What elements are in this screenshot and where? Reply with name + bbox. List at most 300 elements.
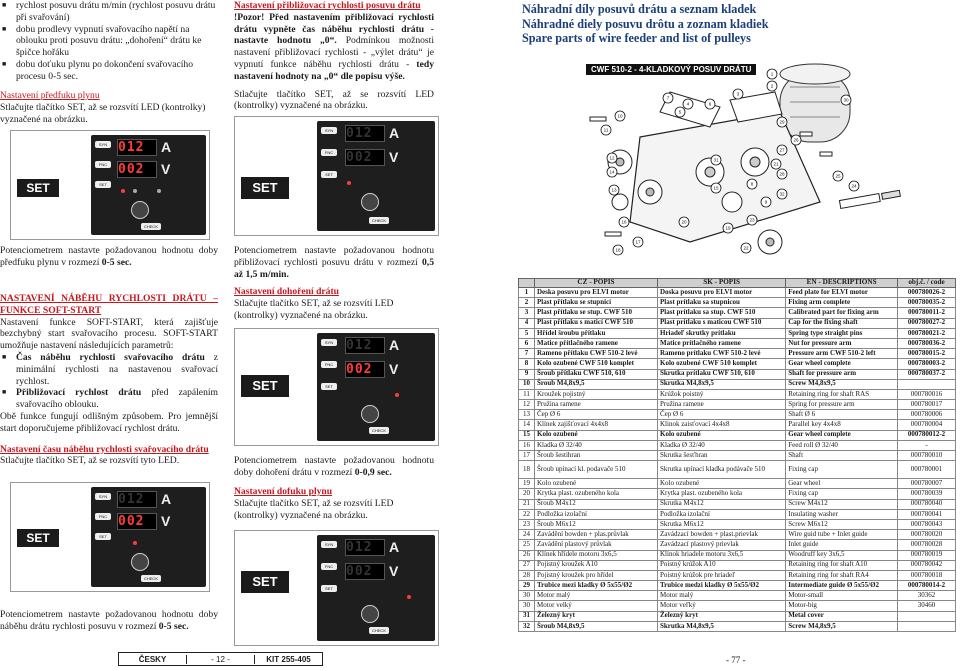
- part-name-en: Motor-big: [786, 601, 898, 611]
- table-row: [519, 328, 956, 338]
- spare-parts-title: [522, 2, 769, 46]
- led: [407, 595, 411, 599]
- list-item: ■ rychlost posuvu drátu m/min (rychlost posuvu drátu při svařování): [0, 0, 218, 24]
- callout-number: 32: [779, 191, 785, 197]
- callout-number: 24: [851, 183, 857, 189]
- part-name-sk: Poistný krúžok A10: [658, 560, 786, 570]
- set-button[interactable]: SET: [95, 181, 111, 188]
- table-row: [519, 298, 956, 308]
- part-name-cz: Trubice mezi kladky Ø 5x55/Ø2: [535, 581, 658, 591]
- part-number: 7: [519, 349, 535, 359]
- part-name-cz: Zavádění plastový průvlak: [535, 540, 658, 550]
- unit-v: V: [161, 161, 171, 177]
- callout-number: 28: [779, 171, 785, 177]
- part-number: 32: [519, 621, 535, 631]
- part-number: 1: [519, 288, 535, 298]
- callout-number: 19: [725, 225, 731, 231]
- approach-instruction: [234, 245, 434, 280]
- part-number: 13: [519, 410, 535, 420]
- unit-a: A: [389, 539, 400, 555]
- title-cz: Náhradní díly posuvů drátu a seznam kladek: [522, 2, 757, 16]
- callout-number: 29: [779, 119, 785, 125]
- part-name-cz: Pružina ramene: [535, 400, 658, 410]
- burnback-text: Stlačujte tlačítko SET, až se rozsvítí LED (kontrolky) vyznačené na obrázku.: [234, 297, 394, 321]
- part-number: 23: [519, 519, 535, 529]
- settings-list: [0, 0, 218, 83]
- preflow-text: Stlačujte tlačítko SET, až se rozsvítí LED (kontrolky) vyznačené na obrázku.: [0, 101, 206, 125]
- part-name-en: Spring for pressure arm: [786, 400, 898, 410]
- part-name-sk: Podložka izolační: [658, 509, 786, 519]
- check-button[interactable]: CHECK: [141, 575, 161, 582]
- part-code: 30362: [898, 591, 956, 601]
- callout-number: 1: [770, 71, 774, 77]
- part-name-en: Feed plate for ELVI motor: [786, 288, 898, 298]
- table-row: [519, 519, 956, 529]
- part-number: 14: [519, 420, 535, 430]
- motor-drawing: [780, 64, 850, 142]
- part-number: 17: [519, 451, 535, 461]
- ramp-instruction: [0, 609, 218, 633]
- header-code: obj.č. / code: [898, 279, 956, 288]
- header-en: EN - DESCRIPTIONS: [786, 279, 898, 288]
- part-number: 21: [519, 499, 535, 509]
- part-code: 000780016: [898, 389, 956, 399]
- callout-number: 16: [621, 219, 627, 225]
- part-number: 29: [519, 581, 535, 591]
- part-number: 5: [519, 328, 535, 338]
- syn-button[interactable]: SYN: [321, 339, 337, 346]
- potentiometer-knob[interactable]: [361, 193, 379, 211]
- part-code: 000780011-2: [898, 308, 956, 318]
- table-row: [519, 379, 956, 389]
- part-name-cz: Motor velký: [535, 601, 658, 611]
- table-row: [519, 591, 956, 601]
- part-name-sk: Doska posuvu pro ELVI motor: [658, 288, 786, 298]
- parts-table-header: [519, 279, 956, 288]
- part-name-cz: Kolo ozubené CWF 510 komplet: [535, 359, 658, 369]
- part-code: 000780015-2: [898, 349, 956, 359]
- part-number: 12: [519, 400, 535, 410]
- part-number: 9: [519, 369, 535, 379]
- part-name-en: Shaft: [786, 451, 898, 461]
- unit-a: A: [389, 337, 400, 353]
- part-number: 24: [519, 530, 535, 540]
- part-name-en: Intermediate guide Ø 5x55/Ø2: [786, 581, 898, 591]
- part-name-cz: Hřídel šroubu přítlaku: [535, 328, 658, 338]
- fnc-button[interactable]: FNC: [321, 361, 337, 368]
- set-button[interactable]: SET: [321, 585, 337, 592]
- callout-number: 27: [779, 147, 785, 153]
- part-name-en: Woodruff key 3x6,5: [786, 550, 898, 560]
- part-code: 000780028: [898, 540, 956, 550]
- current-display: 012: [117, 139, 157, 156]
- approach-heading: Nastavení přibližovací rychlosti posuvu drátu: [234, 0, 421, 11]
- part-name-cz: Deska posuvu pro ELVI motor: [535, 288, 658, 298]
- part-name-en: Retaining ring for shaft RA4: [786, 570, 898, 580]
- part-code: 000780007: [898, 479, 956, 489]
- control-panel: [234, 530, 439, 646]
- ramp-range: 0-5 sec.: [158, 620, 189, 632]
- table-row: [519, 420, 956, 430]
- preflow-after: Potenciometrem nastavte požadovanou hodnotu doby předfuku plynu v rozmezí: [0, 245, 218, 268]
- approach-warning-tail: tedy nastavení hodnoty na „0“ dle popisu výše.: [234, 58, 434, 82]
- table-row: [519, 550, 956, 560]
- callout-number: 31: [713, 157, 719, 163]
- part-name-en: Screw M6x12: [786, 519, 898, 529]
- part-name-en: Shaft for pressure arm: [786, 369, 898, 379]
- list-item: ■ dobu prodlevy vypnutí svařovacího napětí na oblouku proti posuvu drátu: „dohoření“ drátu ke špičce hořáku: [0, 24, 218, 59]
- part-code: 000780037-2: [898, 369, 956, 379]
- table-row: [519, 499, 956, 509]
- page-footer: [118, 652, 323, 666]
- table-row: [519, 318, 956, 328]
- led: [395, 393, 399, 397]
- table-row: [519, 479, 956, 489]
- table-row: [519, 451, 956, 461]
- part-name-cz: Zavádění bowden + plas.průvlak: [535, 530, 658, 540]
- unit-v: V: [389, 149, 399, 165]
- part-name-en: Cap for the fixing shaft: [786, 318, 898, 328]
- part-code: 000780001: [898, 461, 956, 479]
- part-name-sk: Čep Ø 6: [658, 410, 786, 420]
- part-name-en: Shaft Ø 6: [786, 410, 898, 420]
- preflow-heading: Nastavení předfuku plynu: [0, 90, 100, 101]
- part-code: -: [898, 440, 956, 450]
- table-row: [519, 400, 956, 410]
- callout-number: 11: [603, 127, 609, 133]
- part-name-cz: Kladka Ø 32/40: [535, 440, 658, 450]
- led: [347, 181, 351, 185]
- part-name-sk: Skrutka prítlaku CWF 510, 610: [658, 369, 786, 379]
- part-name-en: Screw M4x12: [786, 499, 898, 509]
- part-name-cz: Šroub M4,8x9,5: [535, 621, 658, 631]
- table-row: [519, 530, 956, 540]
- unit-a: A: [389, 125, 400, 141]
- part-code: 30460: [898, 601, 956, 611]
- table-row: [519, 601, 956, 611]
- table-row: [519, 509, 956, 519]
- part-name-en: Fixing cap: [786, 461, 898, 479]
- part-number: 4: [519, 318, 535, 328]
- part-name-cz: Šroub M4x12: [535, 499, 658, 509]
- fnc-button[interactable]: FNC: [95, 513, 111, 520]
- part-name-sk: Motor veľký: [658, 601, 786, 611]
- part-name-cz: Krytka plast. ozubeného kola: [535, 489, 658, 499]
- callout-number: 9: [764, 199, 768, 205]
- part-name-cz: Klínek hřídele motoru 3x6,5: [535, 550, 658, 560]
- part-number: 25: [519, 540, 535, 550]
- part-name-en: Nut for pressure arm: [786, 338, 898, 348]
- part-name-en: Retaining ring for shaft RAS: [786, 389, 898, 399]
- callout-number: 4: [686, 101, 690, 107]
- panel-face: [91, 487, 206, 587]
- part-code: 000780012-2: [898, 430, 956, 440]
- part-name-sk: Plast prítlaku sa stupnicou: [658, 298, 786, 308]
- part-name-sk: Plast prítlaku s maticou CWF 510: [658, 318, 786, 328]
- part-code: 000780003-2: [898, 359, 956, 369]
- part-name-sk: Kolo ozubené CWF 510 komplet: [658, 359, 786, 369]
- fnc-button[interactable]: FNC: [321, 563, 337, 570]
- part-number: 16: [519, 440, 535, 450]
- part-code: 000780041: [898, 509, 956, 519]
- callout-number: 8: [750, 181, 754, 187]
- table-row: [519, 288, 956, 298]
- part-name-cz: Šroub M6x12: [535, 519, 658, 529]
- callout-number: 5: [678, 109, 682, 115]
- table-row: [519, 581, 956, 591]
- panel-face: [91, 135, 206, 235]
- unit-a: A: [161, 139, 172, 155]
- check-button[interactable]: CHECK: [141, 223, 161, 230]
- part-name-en: Insulating washer: [786, 509, 898, 519]
- part-name-en: Gear wheel complete: [786, 430, 898, 440]
- table-row: [519, 308, 956, 318]
- panel-face: [317, 535, 435, 641]
- part-name-en: Feed roll Ø 32/40: [786, 440, 898, 450]
- callout-number: 17: [635, 239, 641, 245]
- current-display: 012: [345, 539, 385, 556]
- part-name-sk: Klinok zaisťovací 4x4x8: [658, 420, 786, 430]
- part-name-en: Metal cover: [786, 611, 898, 621]
- part-name-sk: Poistný krúžok pre hriadeľ: [658, 570, 786, 580]
- part-name-en: Calibrated part for fixing arm: [786, 308, 898, 318]
- inlet-guide-drawing: [839, 190, 900, 208]
- soft-start-intro: Nastavení funkce SOFT-START, která zajišťuje bezchybný start svařovacího procesu. SOFT-START umožňuje nastavení následujících parametrů:: [0, 316, 218, 352]
- set-button[interactable]: SET: [321, 383, 337, 390]
- approach-warning-rest: Podmínkou možnosti nastavení přibližovací rychlosti - „výlet drátu“ je vypnutí funkce náběhu rychlosti drátu -: [234, 35, 434, 70]
- table-row: [519, 611, 956, 621]
- part-name-sk: Skrutka šesťhran: [658, 451, 786, 461]
- voltage-display: 002: [345, 563, 385, 580]
- callout-number: 25: [835, 173, 841, 179]
- control-panel: [234, 116, 439, 236]
- part-name-en: Fixing arm complete: [786, 298, 898, 308]
- header-cz: CZ - POPIS: [535, 279, 658, 288]
- syn-button[interactable]: SYN: [95, 141, 111, 148]
- part-number: 3: [519, 308, 535, 318]
- part-code: 000780019: [898, 550, 956, 560]
- part-code: 000780027-2: [898, 318, 956, 328]
- part-name-en: Inlet guide: [786, 540, 898, 550]
- callout-number: 22: [743, 245, 749, 251]
- part-number: 27: [519, 560, 535, 570]
- callout-number: 20: [681, 219, 687, 225]
- table-row: [519, 621, 956, 631]
- part-number: 10: [519, 379, 535, 389]
- header-no: [519, 279, 535, 288]
- part-name-cz: Motor malý: [535, 591, 658, 601]
- part-name-cz: Plast přítlaku se stupnicí: [535, 298, 658, 308]
- callout-number: 21: [773, 161, 779, 167]
- check-button[interactable]: CHECK: [369, 217, 389, 224]
- table-row: [519, 540, 956, 550]
- voltage-display: 002: [117, 161, 157, 178]
- part-name-cz: Klínek zajišťovací 4x4x8: [535, 420, 658, 430]
- callout-number: 23: [749, 217, 755, 223]
- callout-number: 18: [615, 247, 621, 253]
- part-name-sk: Hriadeľ skrutky prítlaku: [658, 328, 786, 338]
- part-name-cz: Plast přítlaku s maticí CWF 510: [535, 318, 658, 328]
- footer-page-number: - 12 -: [186, 655, 255, 664]
- part-code: 000780036-2: [898, 338, 956, 348]
- burnback-instruction: [234, 455, 434, 479]
- part-name-en: Retaining ring for shaft A10: [786, 560, 898, 570]
- part-number: 28: [519, 570, 535, 580]
- part-name-sk: Zavádzací bowden + plast.prievlak: [658, 530, 786, 540]
- soft-b1-bold: Čas náběhu rychlosti svařovacího drátu: [16, 351, 205, 363]
- burnback-heading: Nastavení dohoření drátu: [234, 286, 340, 297]
- part-name-sk: Kladka Ø 32/40: [658, 440, 786, 450]
- approach-text: Stlačujte tlačítko SET, až se rozsvítí LED (kontrolky) vyznačené na obrázku.: [234, 88, 434, 112]
- soft-start-note: Obě funkce fungují odlišným způsobem. Pro jemnější start doporučujeme přibližovací rychlost drátu.: [0, 410, 218, 434]
- approach-after: Potenciometrem nastavte požadovanou hodnotu přibližovací rychlosti posuvu drátu v rozmezí: [234, 245, 434, 268]
- check-button[interactable]: CHECK: [369, 427, 389, 434]
- part-code: 000780020: [898, 530, 956, 540]
- table-row: [519, 440, 956, 450]
- callout-number: 13: [611, 187, 617, 193]
- part-name-sk: Trubice medzi kladky Ø 5x55/Ø2: [658, 581, 786, 591]
- part-code: 000780017: [898, 400, 956, 410]
- voltage-display: 002: [117, 513, 157, 530]
- part-name-en: Gear wheel complete: [786, 359, 898, 369]
- panel-face: [317, 121, 435, 231]
- fnc-button[interactable]: FNC: [321, 149, 337, 156]
- part-name-en: Wire guid tube + Inlet guide: [786, 530, 898, 540]
- potentiometer-knob[interactable]: [131, 201, 149, 219]
- part-code: 000780039: [898, 489, 956, 499]
- unit-v: V: [389, 563, 399, 579]
- part-name-sk: Skrutka upínací kladka podávače 510: [658, 461, 786, 479]
- part-name-sk: Železný kryt: [658, 611, 786, 621]
- exploded-diagram: [520, 52, 955, 277]
- approach-range: 0,5 až 1,5 m/min.: [234, 256, 434, 280]
- soft-b2-rest: před zapálením svařovacího oblouku.: [16, 387, 218, 411]
- soft-start-heading: NASTAVENÍ NÁBĚHU RYCHLOSTI DRÁTU – FUNKCE SOFT-START: [0, 293, 218, 316]
- part-code: 000780004: [898, 420, 956, 430]
- part-code: 000780043: [898, 519, 956, 529]
- unit-v: V: [389, 361, 399, 377]
- callout-number: 12: [609, 155, 615, 161]
- table-row: [519, 338, 956, 348]
- part-name-en: Pressure arm CWF 510-2 left: [786, 349, 898, 359]
- unit-a: A: [161, 491, 172, 507]
- part-name-en: Motor-small: [786, 591, 898, 601]
- part-name-cz: Kolo ozubené: [535, 430, 658, 440]
- callout-number: 14: [609, 169, 615, 175]
- current-display: 012: [117, 491, 157, 508]
- postflow-text: Stlačujte tlačítko SET, až se rozsvítí LED (kontrolky) vyznačené na obrázku.: [234, 497, 394, 521]
- control-panel: [234, 328, 439, 446]
- part-name-sk: Motor malý: [658, 591, 786, 601]
- part-number: 26: [519, 550, 535, 560]
- part-name-sk: Pružina ramene: [658, 400, 786, 410]
- potentiometer-knob[interactable]: [131, 553, 149, 571]
- postflow-heading: Nastavení dofuku plynu: [234, 486, 333, 497]
- callout-number: 26: [793, 137, 799, 143]
- part-name-cz: Šroub upínací kl. podavače 510: [535, 461, 658, 479]
- part-name-cz: Kolo ozubené: [535, 479, 658, 489]
- part-name-cz: Šroub přítlaku CWF 510, 610: [535, 369, 658, 379]
- part-number: 6: [519, 338, 535, 348]
- soft-b2-bold: Přibližovací rychlost drátu: [16, 387, 142, 399]
- part-name-en: Screw M4,8x9,5: [786, 621, 898, 631]
- current-display: 012: [345, 125, 385, 142]
- part-name-sk: Krytka plast. ozubeného kola: [658, 489, 786, 499]
- right-page-number: - 77 -: [726, 655, 746, 665]
- syn-button[interactable]: SYN: [321, 541, 337, 548]
- potentiometer-knob[interactable]: [361, 605, 379, 623]
- header-sk: SK - POPIS: [658, 279, 786, 288]
- led: [133, 189, 137, 193]
- check-button[interactable]: CHECK: [369, 627, 389, 634]
- part-name-cz: Matice přítlačného ramene: [535, 338, 658, 348]
- footer-language: ČESKY: [138, 654, 167, 664]
- preflow-instruction: [0, 245, 218, 269]
- syn-button[interactable]: SYN: [321, 127, 337, 134]
- fnc-button[interactable]: FNC: [95, 161, 111, 168]
- set-label: SET: [241, 177, 289, 199]
- burnback-range: 0-0,9 sec.: [354, 466, 392, 478]
- table-row: [519, 430, 956, 440]
- part-number: 30: [519, 591, 535, 601]
- part-number: 11: [519, 389, 535, 399]
- part-name-sk: Skrutka M4x12: [658, 499, 786, 509]
- syn-button[interactable]: SYN: [95, 493, 111, 500]
- set-button[interactable]: SET: [321, 171, 337, 178]
- table-row: [519, 389, 956, 399]
- part-name-en: Fixing cap: [786, 489, 898, 499]
- panel-face: [317, 333, 435, 441]
- callout-number: 7: [666, 95, 670, 101]
- voltage-display: 002: [345, 361, 385, 378]
- part-code: [898, 379, 956, 389]
- part-name-sk: Matice prítlačného ramene: [658, 338, 786, 348]
- unit-v: V: [161, 513, 171, 529]
- part-name-cz: Podložka izolační: [535, 509, 658, 519]
- table-row: [519, 461, 956, 479]
- part-number: 2: [519, 298, 535, 308]
- part-name-cz: Šroub šestihran: [535, 451, 658, 461]
- part-name-en: Spring type straight pins: [786, 328, 898, 338]
- part-name-sk: Kolo ozubené: [658, 430, 786, 440]
- callout-number: 6: [708, 101, 712, 107]
- ramp-heading: Nastavení času náběhu rychlosti svařovacího drátu: [0, 443, 209, 455]
- part-code: [898, 611, 956, 621]
- part-number: 30: [519, 601, 535, 611]
- part-code: 000780014-2: [898, 581, 956, 591]
- set-button[interactable]: SET: [95, 533, 111, 540]
- part-name-en: Parallel key 4x4x8: [786, 420, 898, 430]
- part-code: 000780021-2: [898, 328, 956, 338]
- part-name-cz: Čep Ø 6: [535, 410, 658, 420]
- part-number: 8: [519, 359, 535, 369]
- title-en: Spare parts of wire feeder and list of pulleys: [522, 31, 751, 45]
- control-panel: [10, 482, 210, 592]
- part-code: 000780026-2: [898, 288, 956, 298]
- table-row: [519, 369, 956, 379]
- part-code: 000780018: [898, 570, 956, 580]
- part-code: 000780010: [898, 451, 956, 461]
- table-row: [519, 560, 956, 570]
- table-row: [519, 410, 956, 420]
- preflow-range: 0-5 sec.: [101, 256, 132, 268]
- table-row: [519, 349, 956, 359]
- part-name-en: Gear wheel: [786, 479, 898, 489]
- part-name-sk: Skrutka M4,8x9,5: [658, 621, 786, 631]
- part-name-sk: Plast prítlaku sa stup. CWF 510: [658, 308, 786, 318]
- part-name-cz: Šroub M4,8x9,5: [535, 379, 658, 389]
- potentiometer-knob[interactable]: [361, 405, 379, 423]
